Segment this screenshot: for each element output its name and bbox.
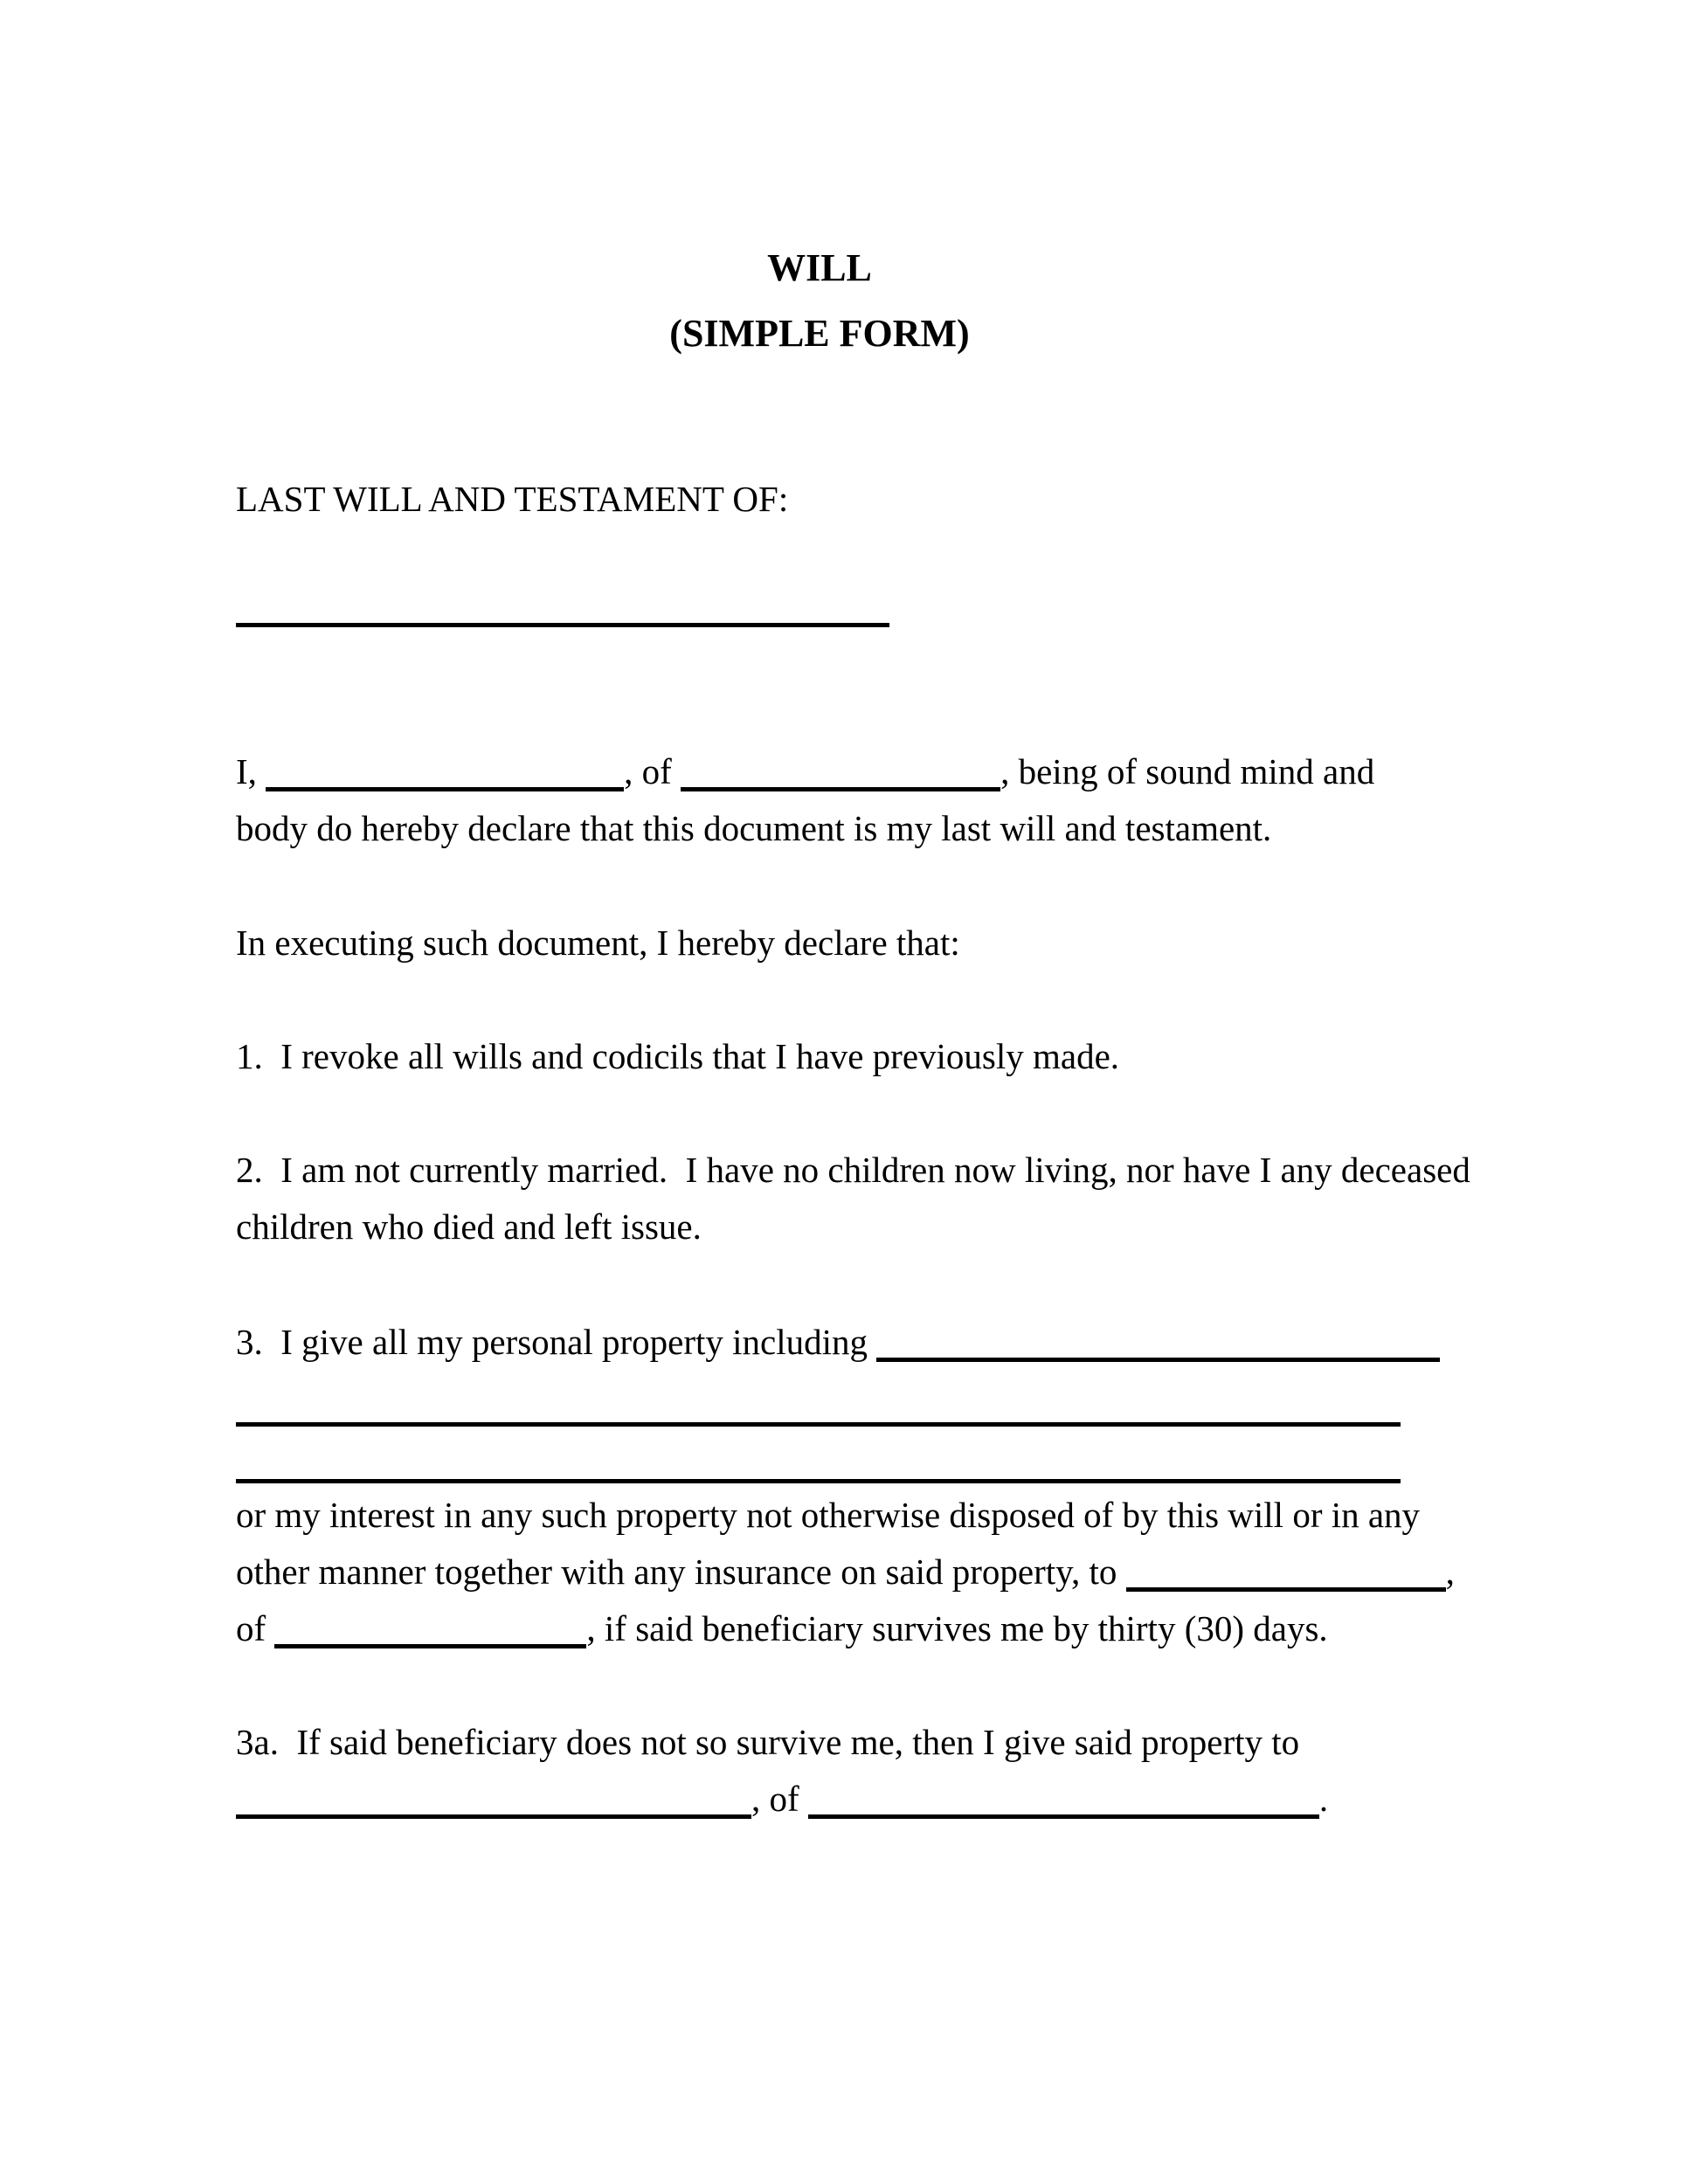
clause-3a-line-2-mid: , of [751,1779,808,1819]
testator-heading: LAST WILL AND TESTAMENT OF: [236,479,789,519]
intro-text-1: I, [236,751,266,791]
clause-3a-line-2-end: . [1318,1779,1329,1819]
clause-2-line-1: 2. I am not currently married. I have no children now living, nor have I any deceased [236,1150,1470,1190]
beneficiary-residence-blank[interactable] [274,1644,586,1648]
clause-3a [236,1714,1328,1828]
clause-3-lead [236,1314,1440,1371]
intro-text-2: , of [624,751,681,791]
alternate-beneficiary-residence-blank[interactable] [808,1814,1319,1819]
clause-2 [236,1142,1470,1255]
declaration-statement: In executing such document, I hereby declare that: [236,923,960,963]
property-description-blank[interactable] [876,1358,1440,1362]
property-description-blank-line-2[interactable] [236,1479,1401,1483]
clause-3-continuation-line-2: other manner together with any insurance on said property, to [236,1552,1126,1592]
clause-3-continuation-line-1: or my interest in any such property not otherwise disposed of by this will or in any [236,1495,1421,1535]
testator-name-blank[interactable] [266,787,624,791]
clause-3-continuation-line-2-end: , [1445,1552,1455,1592]
property-description-blank-line-1[interactable] [236,1422,1401,1427]
clause-3a-line-1: 3a. If said beneficiary does not so survive me, then I give said property to [236,1722,1300,1762]
intro-text-3: , being of sound mind and [1000,751,1375,791]
clause-3-continuation-line-3-end: , if said beneficiary survives me by thirty (30) days. [586,1608,1328,1648]
clause-3-continuation [236,1487,1455,1657]
clause-1: 1. I revoke all wills and codicils that I have previously made. [236,1036,1120,1076]
intro-paragraph [236,743,1374,857]
intro-text-4: body do hereby declare that this document is my last will and testament. [236,808,1272,848]
testator-name-blank-line[interactable] [236,623,889,627]
clause-2-line-2: children who died and left issue. [236,1206,702,1247]
testator-residence-blank[interactable] [681,787,1000,791]
alternate-beneficiary-name-blank[interactable] [236,1814,751,1819]
clause-3-lead-text: 3. I give all my personal property including [236,1322,877,1362]
document-title: WILL [767,246,872,289]
clause-3-continuation-line-3: of [236,1608,275,1648]
beneficiary-name-blank[interactable] [1126,1587,1446,1592]
document-subtitle: (SIMPLE FORM) [669,312,970,355]
